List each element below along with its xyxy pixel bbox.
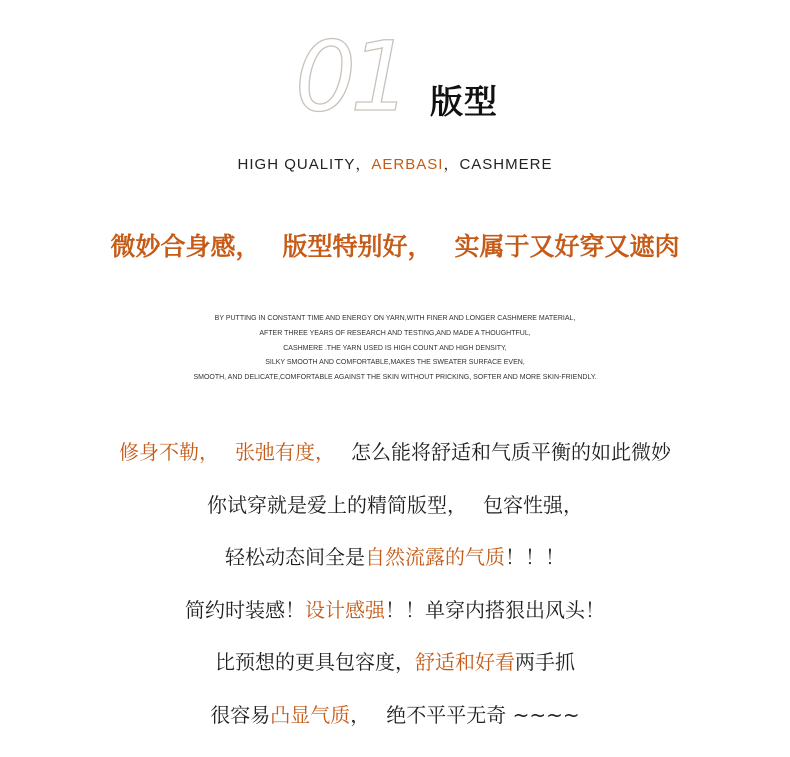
body-text: 轻松动态间全是 <box>225 545 365 569</box>
description-paragraph <box>0 312 790 386</box>
body-text: ， <box>350 702 371 727</box>
body-text: 包容性强， <box>483 492 583 517</box>
description-line: CASHMERE .THE YARN USED IS HIGH COUNT AND HIGH DENSITY, <box>283 344 507 352</box>
body-line <box>0 640 790 693</box>
tagline-part: 版型特别好， <box>282 232 433 261</box>
section-header <box>293 28 613 124</box>
tagline-part: 实属于又好穿又遮肉 <box>454 232 680 261</box>
description-line: BY PUTTING IN CONSTANT TIME AND ENERGY ON YARN,WITH FINER AND LONGER CASHMERE MATERIAL, <box>214 315 576 322</box>
tagline-part: 微妙合身感， <box>110 232 261 261</box>
section-number <box>293 28 423 124</box>
section-title: 版型 <box>430 82 498 121</box>
subtitle-text: HIGH QUALITY， <box>237 156 372 173</box>
body-copy <box>0 430 790 745</box>
highlight-text: 设计感强 <box>305 597 385 622</box>
body-text: 两手抓 <box>515 650 575 674</box>
body-line <box>0 588 790 641</box>
highlight-text: 凸显气质 <box>270 702 351 727</box>
brand-name: AERBASI <box>371 156 444 173</box>
body-text: ！！！ <box>505 545 565 569</box>
body-text: 你试穿就是爱上的精简版型， <box>207 492 467 517</box>
body-line <box>0 430 790 483</box>
svg-text:01: 01 <box>295 28 406 124</box>
body-text: 比预想的更具包容度， <box>215 650 415 674</box>
body-line <box>0 535 790 588</box>
body-text: 怎么能将舒适和气质平衡的如此微妙 <box>351 440 671 464</box>
body-text: ！！单穿内搭狠出风头！ <box>385 597 605 622</box>
highlight-text: 舒适和好看 <box>415 650 515 674</box>
subtitle-text: ，CASHMERE <box>443 156 553 173</box>
body-text: 简约时装感！ <box>185 597 305 622</box>
section-subtitle <box>0 153 790 174</box>
highlight-text: 修身不勒， <box>119 440 219 464</box>
description-line: SMOOTH, AND DELICATE,COMFORTABLE AGAINST THE SKIN WITHOUT PRICKING, SOFTER AND MORE SKIN-FRIENDLY. <box>193 374 597 382</box>
body-line <box>0 483 790 536</box>
body-text: 绝不平平无奇 ~~~~ <box>386 702 580 727</box>
highlight-text: 自然流露的气质 <box>365 545 505 569</box>
body-text: 很容易 <box>210 702 271 727</box>
tagline <box>0 227 790 263</box>
highlight-text: 张弛有度， <box>235 440 335 464</box>
description-line: SILKY SMOOTH AND COMFORTABLE,MAKES THE SWEATER SURFACE EVEN, <box>265 359 525 367</box>
body-line <box>0 693 790 746</box>
description-line: AFTER THREE YEARS OF RESEARCH AND TESTING,AND MADE A THOUGHTFUL, <box>259 329 531 337</box>
